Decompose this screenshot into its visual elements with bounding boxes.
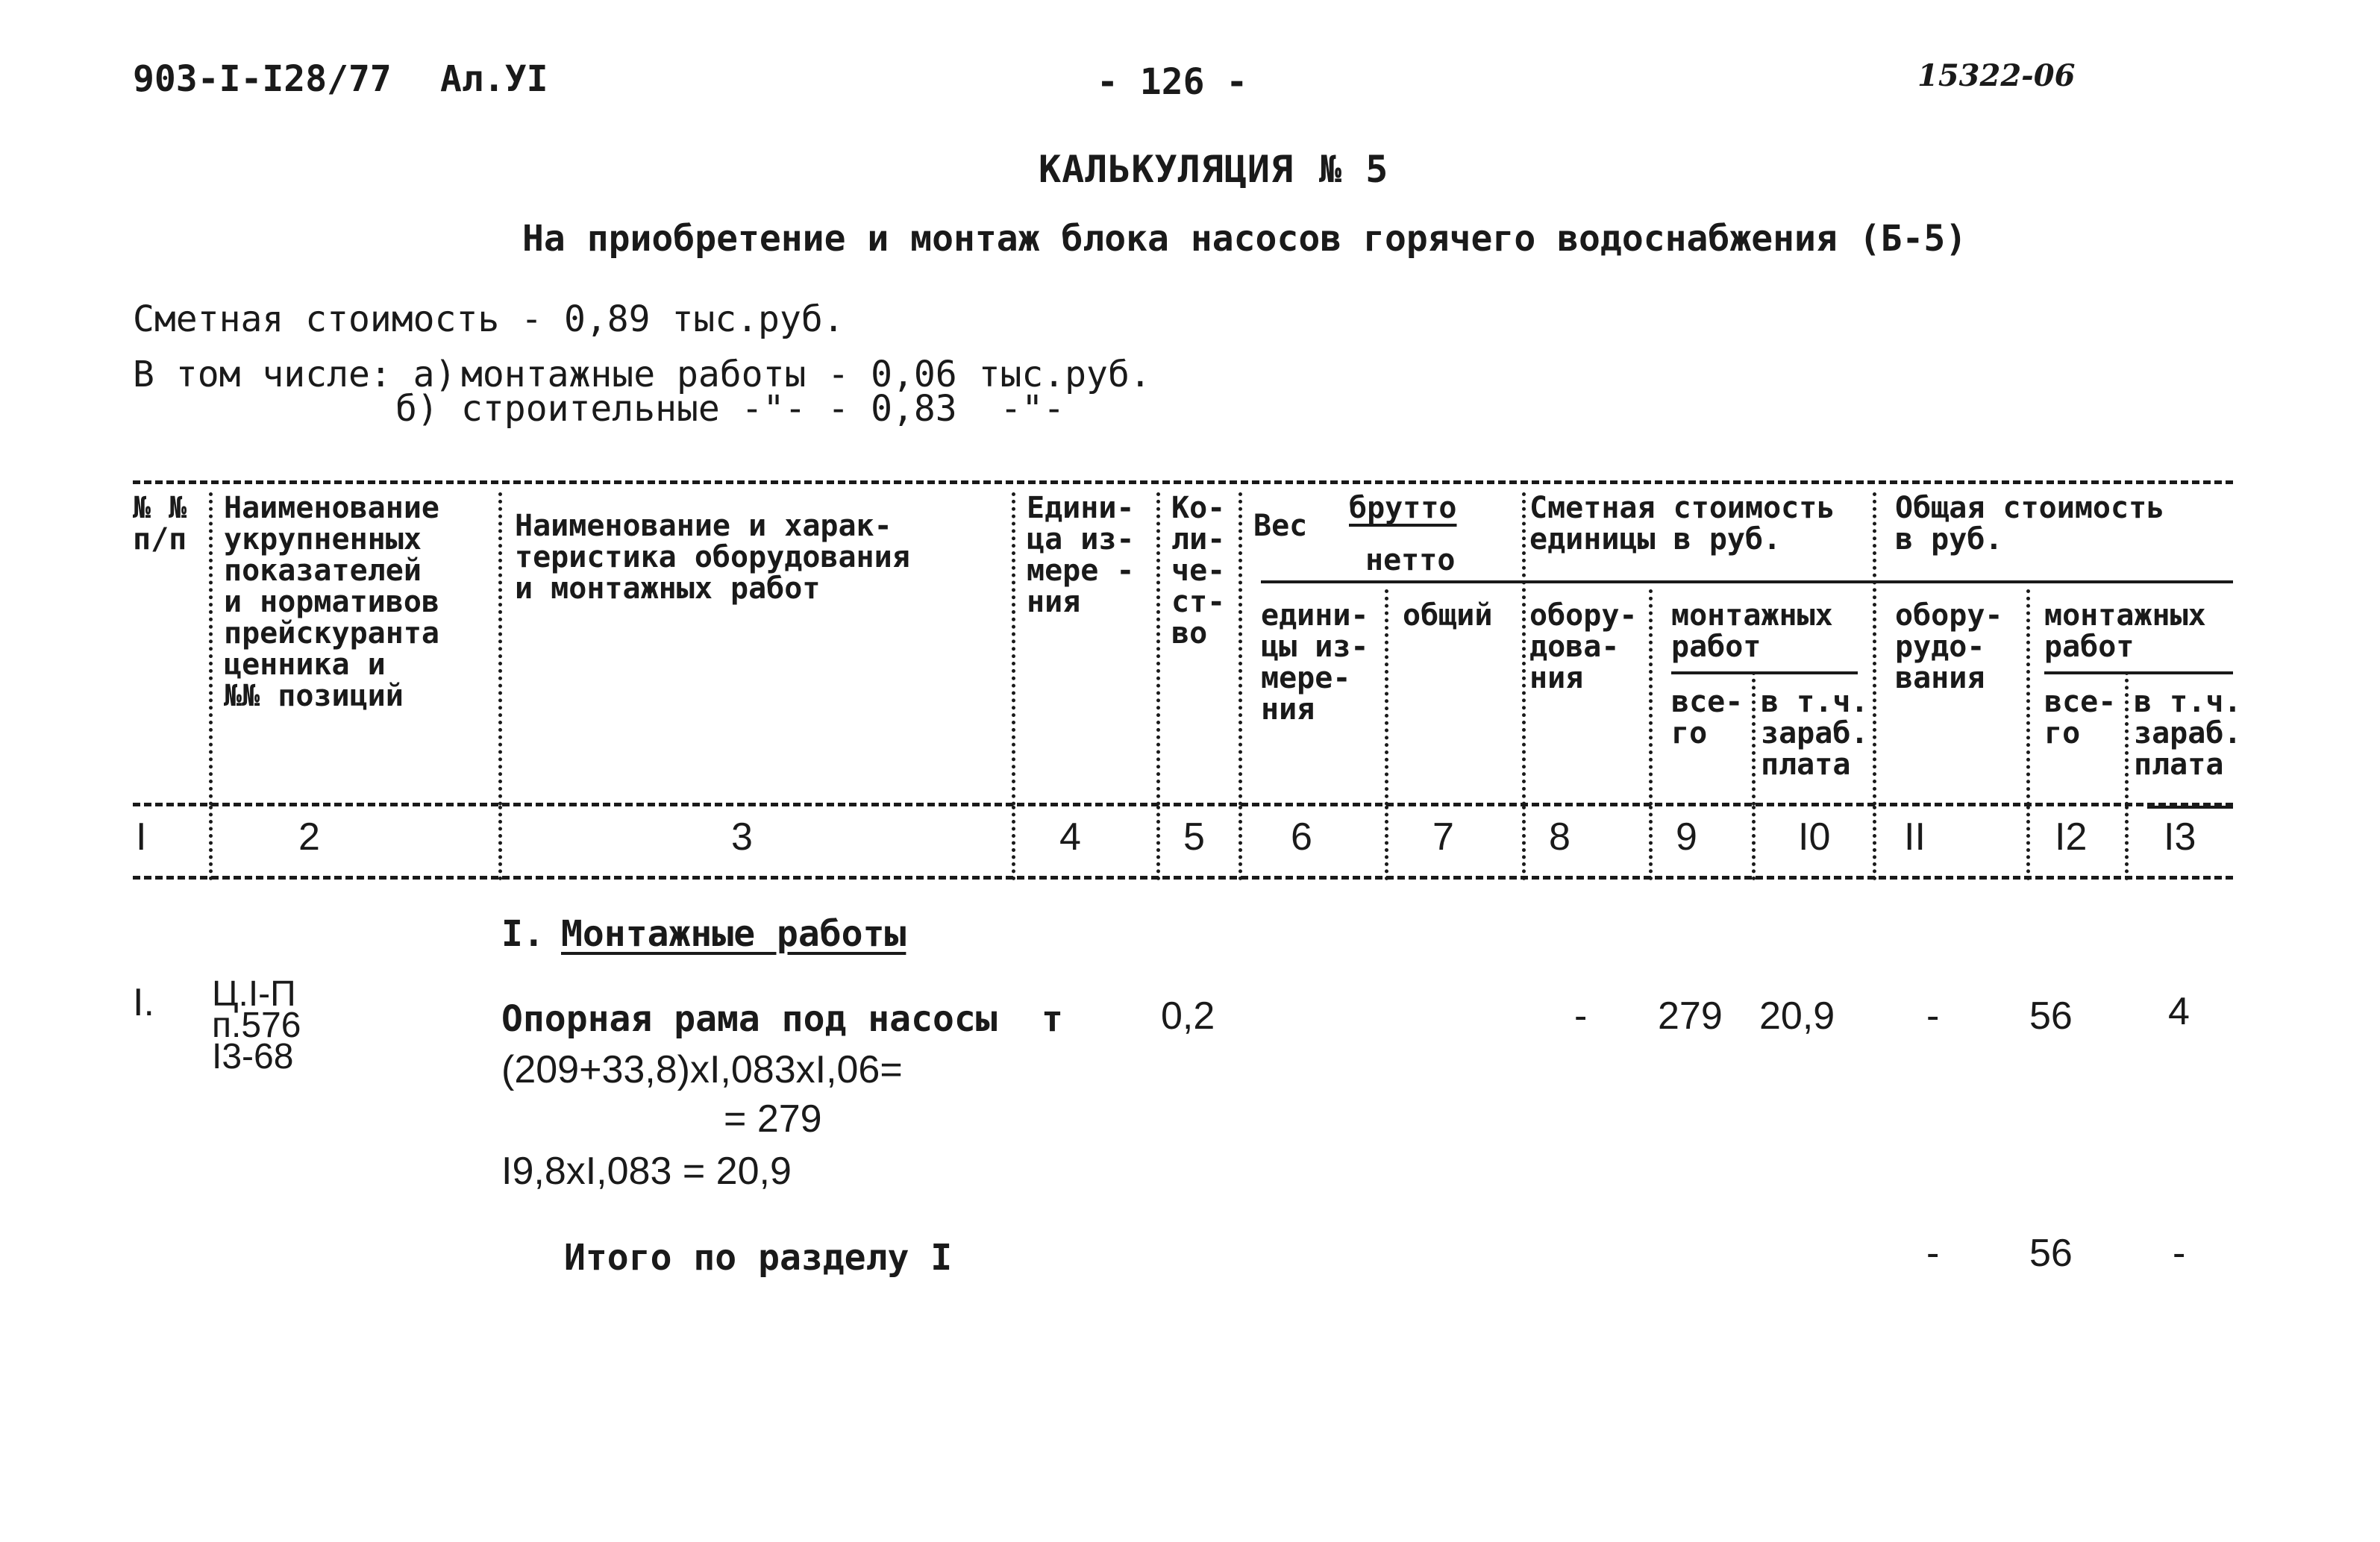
section-title: Монтажные работы <box>561 913 906 955</box>
col-number-3: 3 <box>731 815 753 859</box>
album-number: Ал.УI <box>440 58 548 100</box>
num-divider-5 <box>1238 806 1242 880</box>
header-mont-work: монтажных работ <box>1671 598 1833 664</box>
header-row-number: № № п/п <box>133 491 187 557</box>
row1-mont-wage: 20,9 <box>1759 994 1835 1038</box>
num-divider-2 <box>498 806 502 880</box>
header-weight-unit: едини- цы из- мере- ния <box>1261 598 1369 727</box>
col-divider-2 <box>498 492 502 806</box>
col-divider-3 <box>1012 492 1015 806</box>
row1-equipment-cost: - <box>1574 994 1588 1038</box>
col-divider-10 <box>1873 492 1876 806</box>
header-quantity: Ко- ли- че- ст- во <box>1171 491 1226 651</box>
header-weight-total: общий <box>1403 598 1493 633</box>
estimated-cost: Сметная стоимость - 0,89 тыс.руб. <box>133 298 845 340</box>
col-divider-8 <box>1649 589 1653 806</box>
header-equipment-name: Наименование и харак- теристика оборудования и монтажных работ <box>515 509 910 606</box>
calc-subtitle: На приобретение и монтаж блока насосов горячего водоснабжения (Б-5) <box>522 218 1967 260</box>
row1-mont2-total: 56 <box>2029 994 2073 1038</box>
row1-mont2-wage: 4 <box>2168 990 2190 1033</box>
archive-stamp: 15322-06 <box>1917 58 2076 93</box>
table-numbers-rule <box>133 876 2233 880</box>
table-top-rule <box>133 480 2233 484</box>
col-divider-7 <box>1522 492 1526 806</box>
col-number-1: I <box>136 815 147 859</box>
row1-equipment-total: - <box>1926 994 1940 1038</box>
num-divider-9 <box>1752 806 1756 880</box>
header-total-cost: Общая стоимость в руб. <box>1895 491 2165 557</box>
row1-qty: 0,2 <box>1161 994 1215 1038</box>
header-mont2-wage: в т.ч. зараб. плата <box>2134 685 2242 782</box>
row1-number: I. <box>133 981 154 1024</box>
calc-title: КАЛЬКУЛЯЦИЯ <box>1039 148 1294 191</box>
num-divider-1 <box>209 806 213 880</box>
cost-installation: монтажные работы - 0,06 тыс.руб. <box>461 354 1151 395</box>
col-divider-6 <box>1385 589 1388 806</box>
row1-calc3: I9,8xI,083 = 20,9 <box>501 1150 792 1193</box>
col-divider-12 <box>2125 671 2129 806</box>
num-divider-12 <box>2125 806 2129 880</box>
header-mont2-total: все- го <box>2044 685 2117 750</box>
col-number-10: I0 <box>1798 815 1831 859</box>
num-divider-4 <box>1156 806 1160 880</box>
col-number-5: 5 <box>1183 815 1205 859</box>
col-number-9: 9 <box>1676 815 1697 859</box>
doc-code: 903-I-I28/77 <box>133 58 392 100</box>
col-divider-5 <box>1238 492 1242 806</box>
total-equipment: - <box>1926 1232 1940 1275</box>
header-netto: нетто <box>1365 543 1456 577</box>
header-unit: Едини- ца из- мере - ния <box>1027 491 1135 619</box>
col-number-6: 6 <box>1291 815 1312 859</box>
row1-calc2: = 279 <box>724 1097 822 1141</box>
col-divider-1 <box>209 492 213 806</box>
col-number-12: I2 <box>2055 815 2088 859</box>
num-divider-8 <box>1649 806 1653 880</box>
header-indicators: Наименование укрупненных показателей и нормативов прейскуранта ценника и №№ позиций <box>224 491 439 713</box>
col-number-4: 4 <box>1059 815 1081 859</box>
num-divider-7 <box>1522 806 1526 880</box>
header-equipment-total: обору- рудо- вания <box>1895 598 2003 695</box>
table-header-rule <box>133 803 2233 806</box>
col-number-11: II <box>1904 815 1926 859</box>
mont-underline <box>1671 671 1858 674</box>
header-subdivider <box>1261 580 2233 583</box>
row1-unit: т <box>1042 998 1063 1040</box>
page-number: - 126 - <box>1097 61 1248 103</box>
cost-breakdown-prefix: В том числе: а) <box>133 354 457 395</box>
row1-name: Опорная рама под насосы <box>501 998 998 1040</box>
header-mont-wage: в т.ч. зараб. плата <box>1761 685 1869 782</box>
row1-mont-total: 279 <box>1658 994 1723 1038</box>
header-weight: Вес <box>1253 509 1308 543</box>
section-prefix: I. <box>501 913 545 955</box>
cost-construction: строительные -"- - 0,83 -"- <box>461 388 1065 430</box>
cost-construction-prefix: б) <box>395 388 439 430</box>
total-label: Итого по разделу I <box>564 1237 953 1279</box>
col-divider-9 <box>1752 671 1756 806</box>
num-divider-10 <box>1873 806 1876 880</box>
header-unit-cost: Сметная стоимость единицы в руб. <box>1529 491 1835 557</box>
header-mont2-work: монтажных работ <box>2044 598 2206 664</box>
col-divider-4 <box>1156 492 1160 806</box>
header-equipment-unit: обору- дова- ния <box>1529 598 1638 695</box>
num-divider-11 <box>2026 806 2030 880</box>
num-divider-3 <box>1012 806 1015 880</box>
col-number-13: I3 <box>2164 815 2196 859</box>
header-mont-total: все- го <box>1671 685 1744 750</box>
num-divider-6 <box>1385 806 1388 880</box>
header-brutto: брутто <box>1349 491 1457 525</box>
total-mont: 56 <box>2029 1232 2073 1275</box>
mont2-underline <box>2044 671 2233 674</box>
row1-code: Ц.I-П п.576 I3-68 <box>212 974 301 1076</box>
col-number-8: 8 <box>1549 815 1571 859</box>
total-wage: - <box>2173 1232 2186 1275</box>
row1-calc1: (209+33,8)xI,083xI,06= <box>501 1048 903 1091</box>
c13-underline <box>2147 806 2233 809</box>
col-number-7: 7 <box>1432 815 1454 859</box>
col-divider-11 <box>2026 589 2030 806</box>
col-number-2: 2 <box>298 815 320 859</box>
calc-number: № 5 <box>1319 148 1389 191</box>
